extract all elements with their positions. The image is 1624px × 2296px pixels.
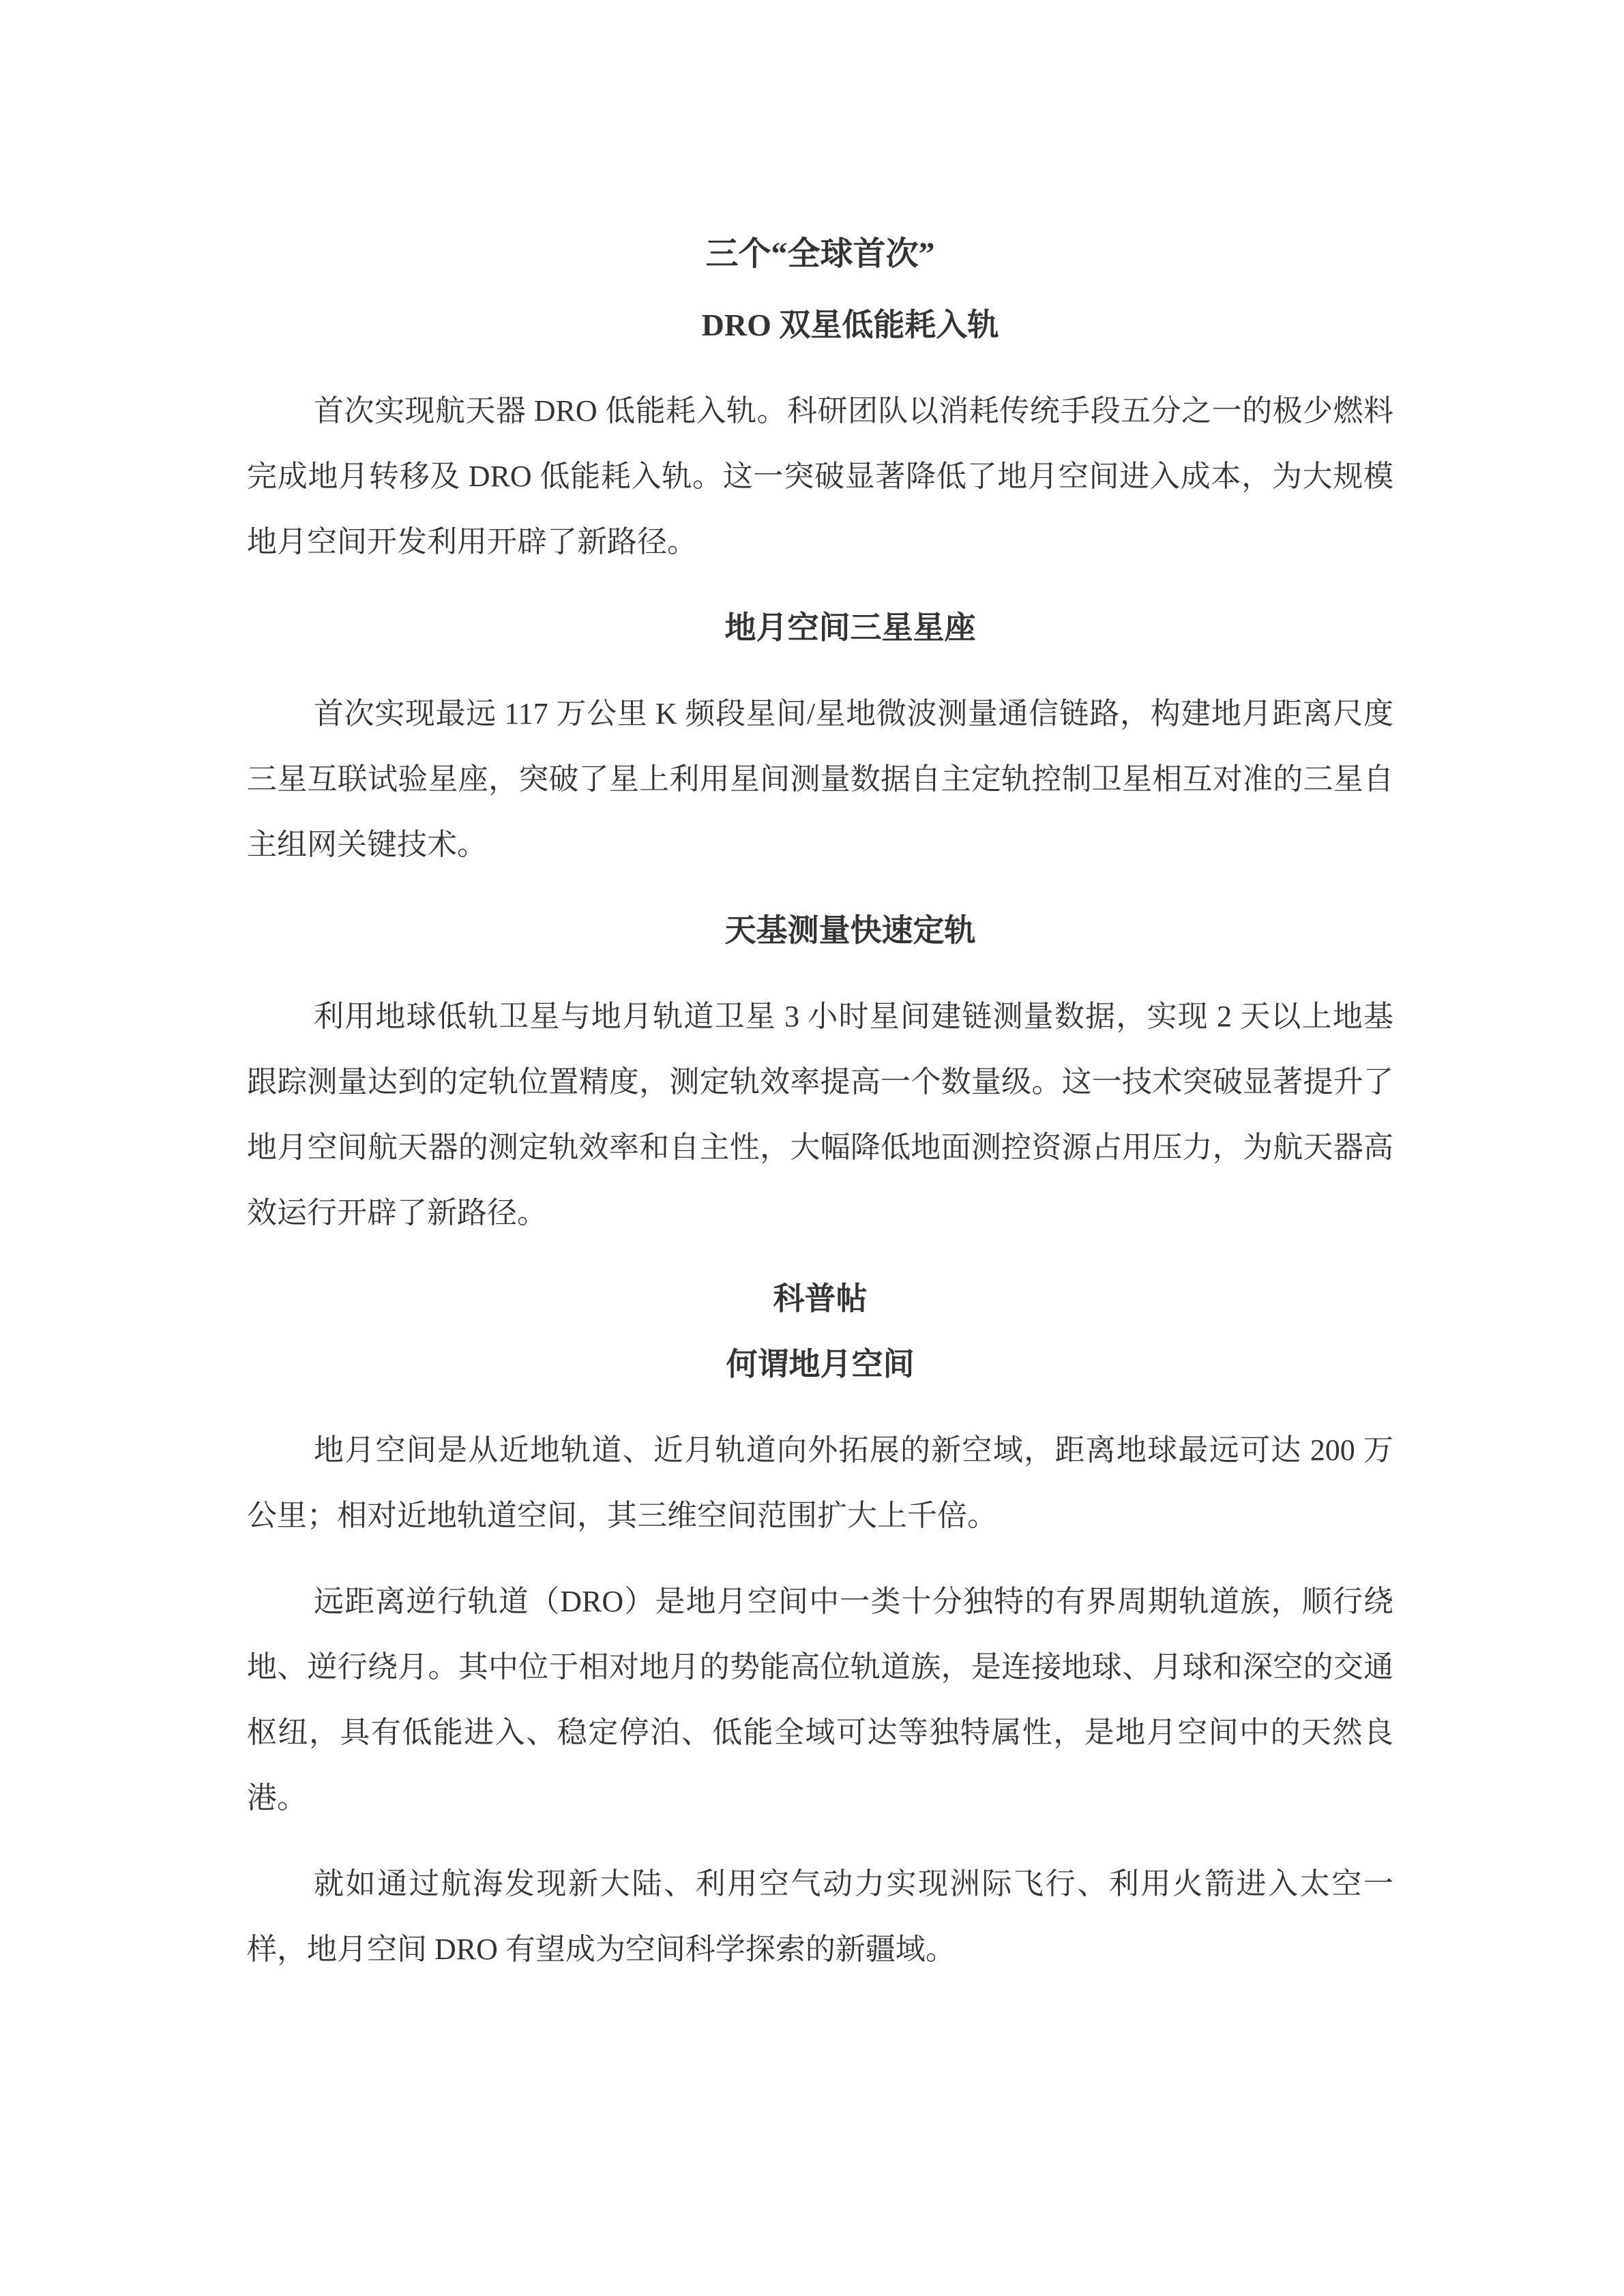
heading-what-is-cislunar-space: 何谓地月空间 bbox=[726, 1347, 915, 1382]
heading-cislunar-three-satellite-constellation: 地月空间三星星座 bbox=[724, 610, 976, 645]
paragraph-dro-orbit-family-description: 远距离逆行轨道（DRO）是地月空间中一类十分独特的有界周期轨道族，顺行绕地、逆行绕月。其中位于相对地月的势能高位轨道族，是连接地球、月球和深空的交通枢纽，具有低能进入、稳定停泊、低能全域可达等独特属性，是地月空间中的天然良港。 bbox=[247, 1585, 1393, 1815]
paragraph-k-band-inter-satellite-links: 首次实现最远 117 万公里 K 频段星间/星地微波测量通信链路，构建地月距离尺度三星互联试验星座，突破了星上利用星间测量数据自主定轨控制卫星相互对准的三星自主组网关键技术。 bbox=[247, 697, 1393, 861]
document-title: 三个“全球首次” bbox=[705, 236, 935, 272]
paragraph-cislunar-space-definition: 地月空间是从近地轨道、近月轨道向外拓展的新空域，距离地球最远可达 200 万公里；相对近地轨道空间，其三维空间范围扩大上千倍。 bbox=[247, 1433, 1393, 1532]
heading-science-popularization-note: 科普帖 bbox=[773, 1281, 868, 1316]
heading-dro-dual-satellite-low-energy-insertion: DRO 双星低能耗入轨 bbox=[701, 308, 999, 342]
heading-space-based-rapid-orbit-determination: 天基测量快速定轨 bbox=[724, 913, 976, 948]
paragraph-dro-low-energy-orbit-insertion: 首次实现航天器 DRO 低能耗入轨。科研团队以消耗传统手段五分之一的极少燃料完成地月转移及 DRO 低能耗入轨。这一突破显著降低了地月空间进入成本，为大规模地月空间开发利用开辟了新路径。 bbox=[247, 394, 1393, 558]
paragraph-orbit-determination-efficiency: 利用地球低轨卫星与地月轨道卫星 3 小时星间建链测量数据，实现 2 天以上地基跟踪测量达到的定轨位置精度，测定轨效率提高一个数量级。这一技术突破显著提升了地月空间航天器的测定轨效率和自主性，大幅降低地面测控资源占用压力，为航天器高效运行开辟了新路径。 bbox=[247, 1000, 1393, 1229]
paragraph-dro-new-frontier: 就如通过航海发现新大陆、利用空气动力实现洲际飞行、利用火箭进入太空一样，地月空间 DRO 有望成为空间科学探索的新疆域。 bbox=[247, 1867, 1393, 1966]
